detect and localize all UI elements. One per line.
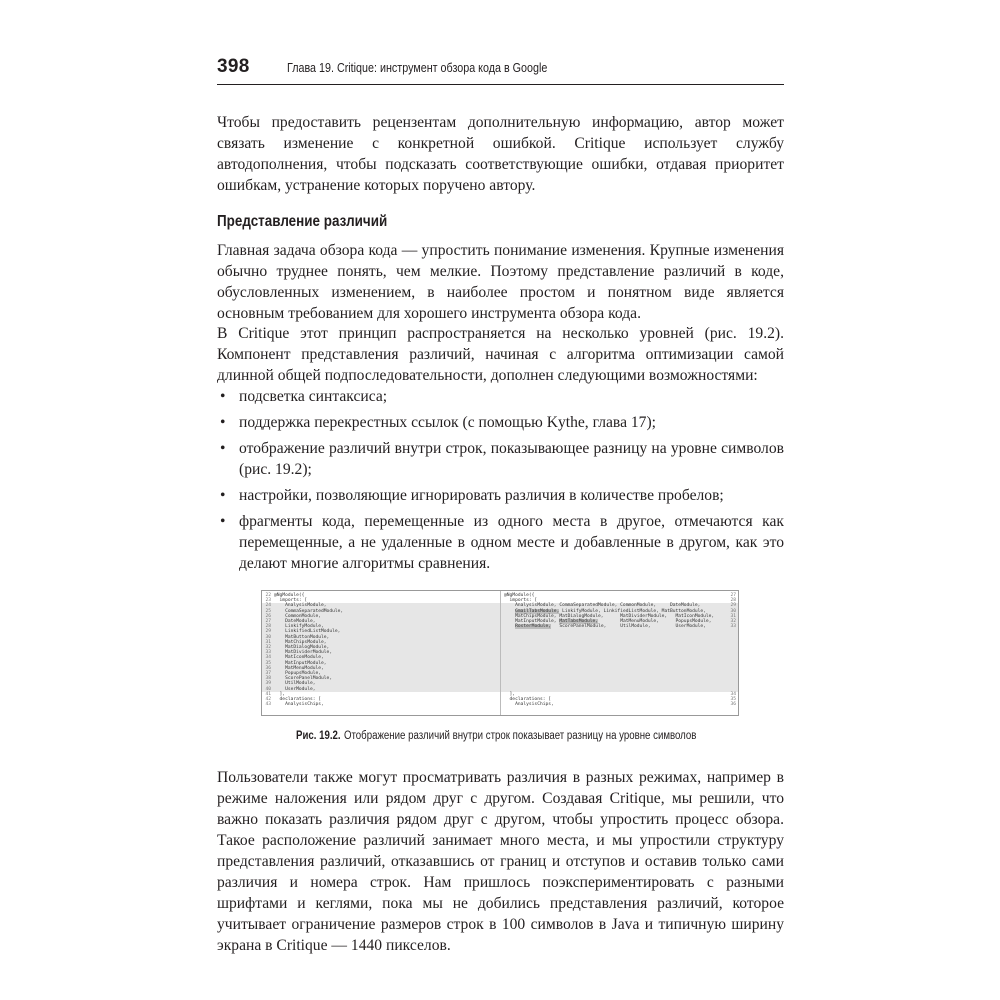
line-code: RosterModule, ScorePanelModule, UtilModule, UserModule,	[515, 624, 706, 630]
line-code: DateModule,	[274, 619, 316, 624]
line-number: 27	[265, 619, 271, 624]
line-number: 25	[265, 608, 271, 614]
line-code: MatInputModule,	[274, 660, 327, 666]
line-number: 32	[265, 645, 271, 650]
section-heading: Представление различий	[217, 213, 388, 230]
line-number: 22	[265, 593, 271, 598]
line-code: AnalysisModule, CommaSeparatedModule, CommonModule, DateModule,	[504, 603, 701, 609]
line-code: AnalysisChips,	[274, 702, 324, 708]
line-number: 27	[730, 593, 736, 598]
line-number: 30	[265, 634, 271, 640]
line-code: AnalysisChips,	[504, 702, 554, 708]
line-code: ],	[504, 691, 516, 697]
char-diff-highlight: GmailTabsModule,	[515, 608, 560, 614]
diff-line-right	[501, 702, 738, 707]
line-number: 35	[730, 697, 736, 702]
line-code: MatIconModule,	[274, 655, 324, 661]
line-code: @NgModule({	[504, 593, 535, 598]
line-code: MatButtonModule,	[274, 634, 330, 640]
list-item: • отображение различий внутри строк, показывающее разницу на уровне символов (рис. 19.2);	[220, 440, 784, 478]
figure-caption-label: Рис. 19.2.	[296, 730, 341, 742]
line-number: 31	[730, 613, 736, 619]
line-number: 28	[265, 624, 271, 630]
line-code: GmailTabsModule, LinkifyModule, LinkifiedListModule, MatButtonModule,	[515, 608, 706, 614]
line-number: 34	[730, 691, 736, 697]
diff-figure	[261, 590, 739, 716]
line-code: ],	[274, 691, 286, 697]
line-code: MatMenuModule,	[274, 665, 324, 671]
diff-pane-left	[262, 591, 501, 715]
char-diff-highlight: RosterModule,	[515, 624, 552, 630]
diff-pane-right	[501, 591, 738, 715]
line-code: imports: [	[274, 598, 308, 604]
line-code: LinkifyModule,	[274, 624, 324, 630]
line-code: MatChipsModule, MatDialogModule, MatDividerModule, MatIconModule,	[504, 613, 715, 619]
line-number: 39	[265, 681, 271, 687]
line-code: PopupsModule,	[274, 671, 322, 676]
list-item: • фрагменты кода, перемещенные из одного места в другое, отмечаются как перемещенные, а не удаленные в одном месте и добавленные в другом, как это делают многие алгоритмы сравнения.	[220, 513, 784, 572]
paragraph-diff-modes: Пользователи также могут просматривать различия в разных режимах, например в режиме наложения или рядом друг с другом. Создавая Critique, мы решили, что важно показать различия рядом друг с другом, чтобы упростить процесс обзора. Такое расположение различий занимает много места, и мы упростили структуру представления различий, отказавшись от границ и отступов и оставив только сами различия и номера строк. Нам пришлось поэкспериментировать с разными шрифтами и кеглями, пока мы не добились представления различий, которое учитывает ограничение размеров строк в 100 символов в Java и типичную ширину экрана в Critique — 1440 пикселов.	[217, 769, 784, 954]
figure-caption	[296, 730, 696, 742]
bullet-icon: •	[220, 440, 226, 457]
paragraph-diff-intro: Главная задача обзора кода — упростить понимание изменения. Крупные изменения обычно труднее понять, чем мелкие. Поэтому представление различий в коде, обусловленных изменением, в наиболее простом и понятном виде является основным требованием для хорошего инструмента обзора кода.	[217, 242, 784, 322]
feature-list	[217, 386, 784, 579]
line-number: 40	[265, 686, 271, 692]
list-item: • настройки, позволяющие игнорировать различия в количестве пробелов;	[220, 487, 724, 504]
bullet-icon: •	[220, 414, 226, 431]
line-number: 24	[265, 603, 271, 609]
line-number: 43	[265, 702, 271, 708]
line-code: ScorePanelModule,	[274, 676, 333, 682]
bullet-icon: •	[220, 487, 226, 504]
line-number: 33	[730, 624, 736, 630]
running-head	[217, 56, 784, 85]
line-number: 29	[730, 603, 736, 609]
line-number: 36	[265, 665, 271, 671]
line-code: CommonModule,	[274, 613, 322, 619]
line-number: 35	[265, 660, 271, 666]
line-code: declarations: [	[274, 697, 322, 702]
paragraph-bug-linking: Чтобы предоставить рецензентам дополнительную информацию, автор может связать изменение с конкретной ошибкой. Critique использует службу автодополнения, чтобы подсказать соответствующие ошибки, отдавая приоритет ошибкам, устранение которых поручено автору.	[217, 114, 784, 194]
line-code: MatDividerModule,	[274, 650, 333, 656]
line-number: 41	[265, 691, 271, 697]
figure-caption-text: Отображение различий внутри строк показывает разницу на уровне символов	[343, 730, 697, 742]
line-number: 33	[265, 650, 271, 656]
line-code: MatChipsModule,	[274, 639, 327, 645]
line-number: 32	[730, 619, 736, 624]
bullet-icon: •	[220, 513, 226, 530]
line-code: @NgModule({	[274, 593, 305, 598]
line-number: 42	[265, 697, 271, 702]
line-code: CommaSeparatedModule,	[274, 608, 344, 614]
line-code: UserModule,	[274, 686, 316, 692]
list-item: • подсветка синтаксиса;	[220, 388, 388, 405]
line-number: 38	[265, 676, 271, 682]
char-diff-highlight: MatTabsModule,	[559, 619, 599, 624]
line-code: UtilModule,	[274, 681, 316, 687]
paragraph-diff-levels: В Critique этот принцип распространяется на несколько уровней (рис. 19.2). Компонент представления различий, начиная с алгоритма оптимизации самой длинной общей подпоследовательности, дополнен следующими возможностями:	[217, 325, 784, 384]
line-number: 29	[265, 629, 271, 635]
line-number: 26	[265, 613, 271, 619]
line-number: 36	[730, 702, 736, 708]
line-number: 30	[730, 608, 736, 614]
line-code: MatDialogModule,	[274, 645, 330, 650]
line-code: LinkifiedListModule,	[274, 629, 341, 635]
line-code: MatInputModule, MatTabsModule, MatMenuModule, PopupsModule,	[504, 619, 712, 624]
line-code: AnalysisModule,	[274, 603, 327, 609]
line-code: imports: [	[504, 598, 538, 604]
line-number: 31	[265, 639, 271, 645]
line-code: declarations: [	[504, 697, 552, 702]
chapter-title: Глава 19. Critique: инструмент обзора кода в Google	[287, 61, 548, 75]
list-item: • поддержка перекрестных ссылок (с помощью Kythe, глава 17);	[220, 414, 657, 431]
bullet-icon: •	[220, 388, 226, 405]
page-number: 398	[217, 56, 250, 77]
line-number: 28	[730, 598, 736, 604]
diff-line-left	[262, 702, 500, 707]
line-number: 34	[265, 655, 271, 661]
line-number: 23	[265, 598, 271, 604]
line-number: 37	[265, 671, 271, 676]
